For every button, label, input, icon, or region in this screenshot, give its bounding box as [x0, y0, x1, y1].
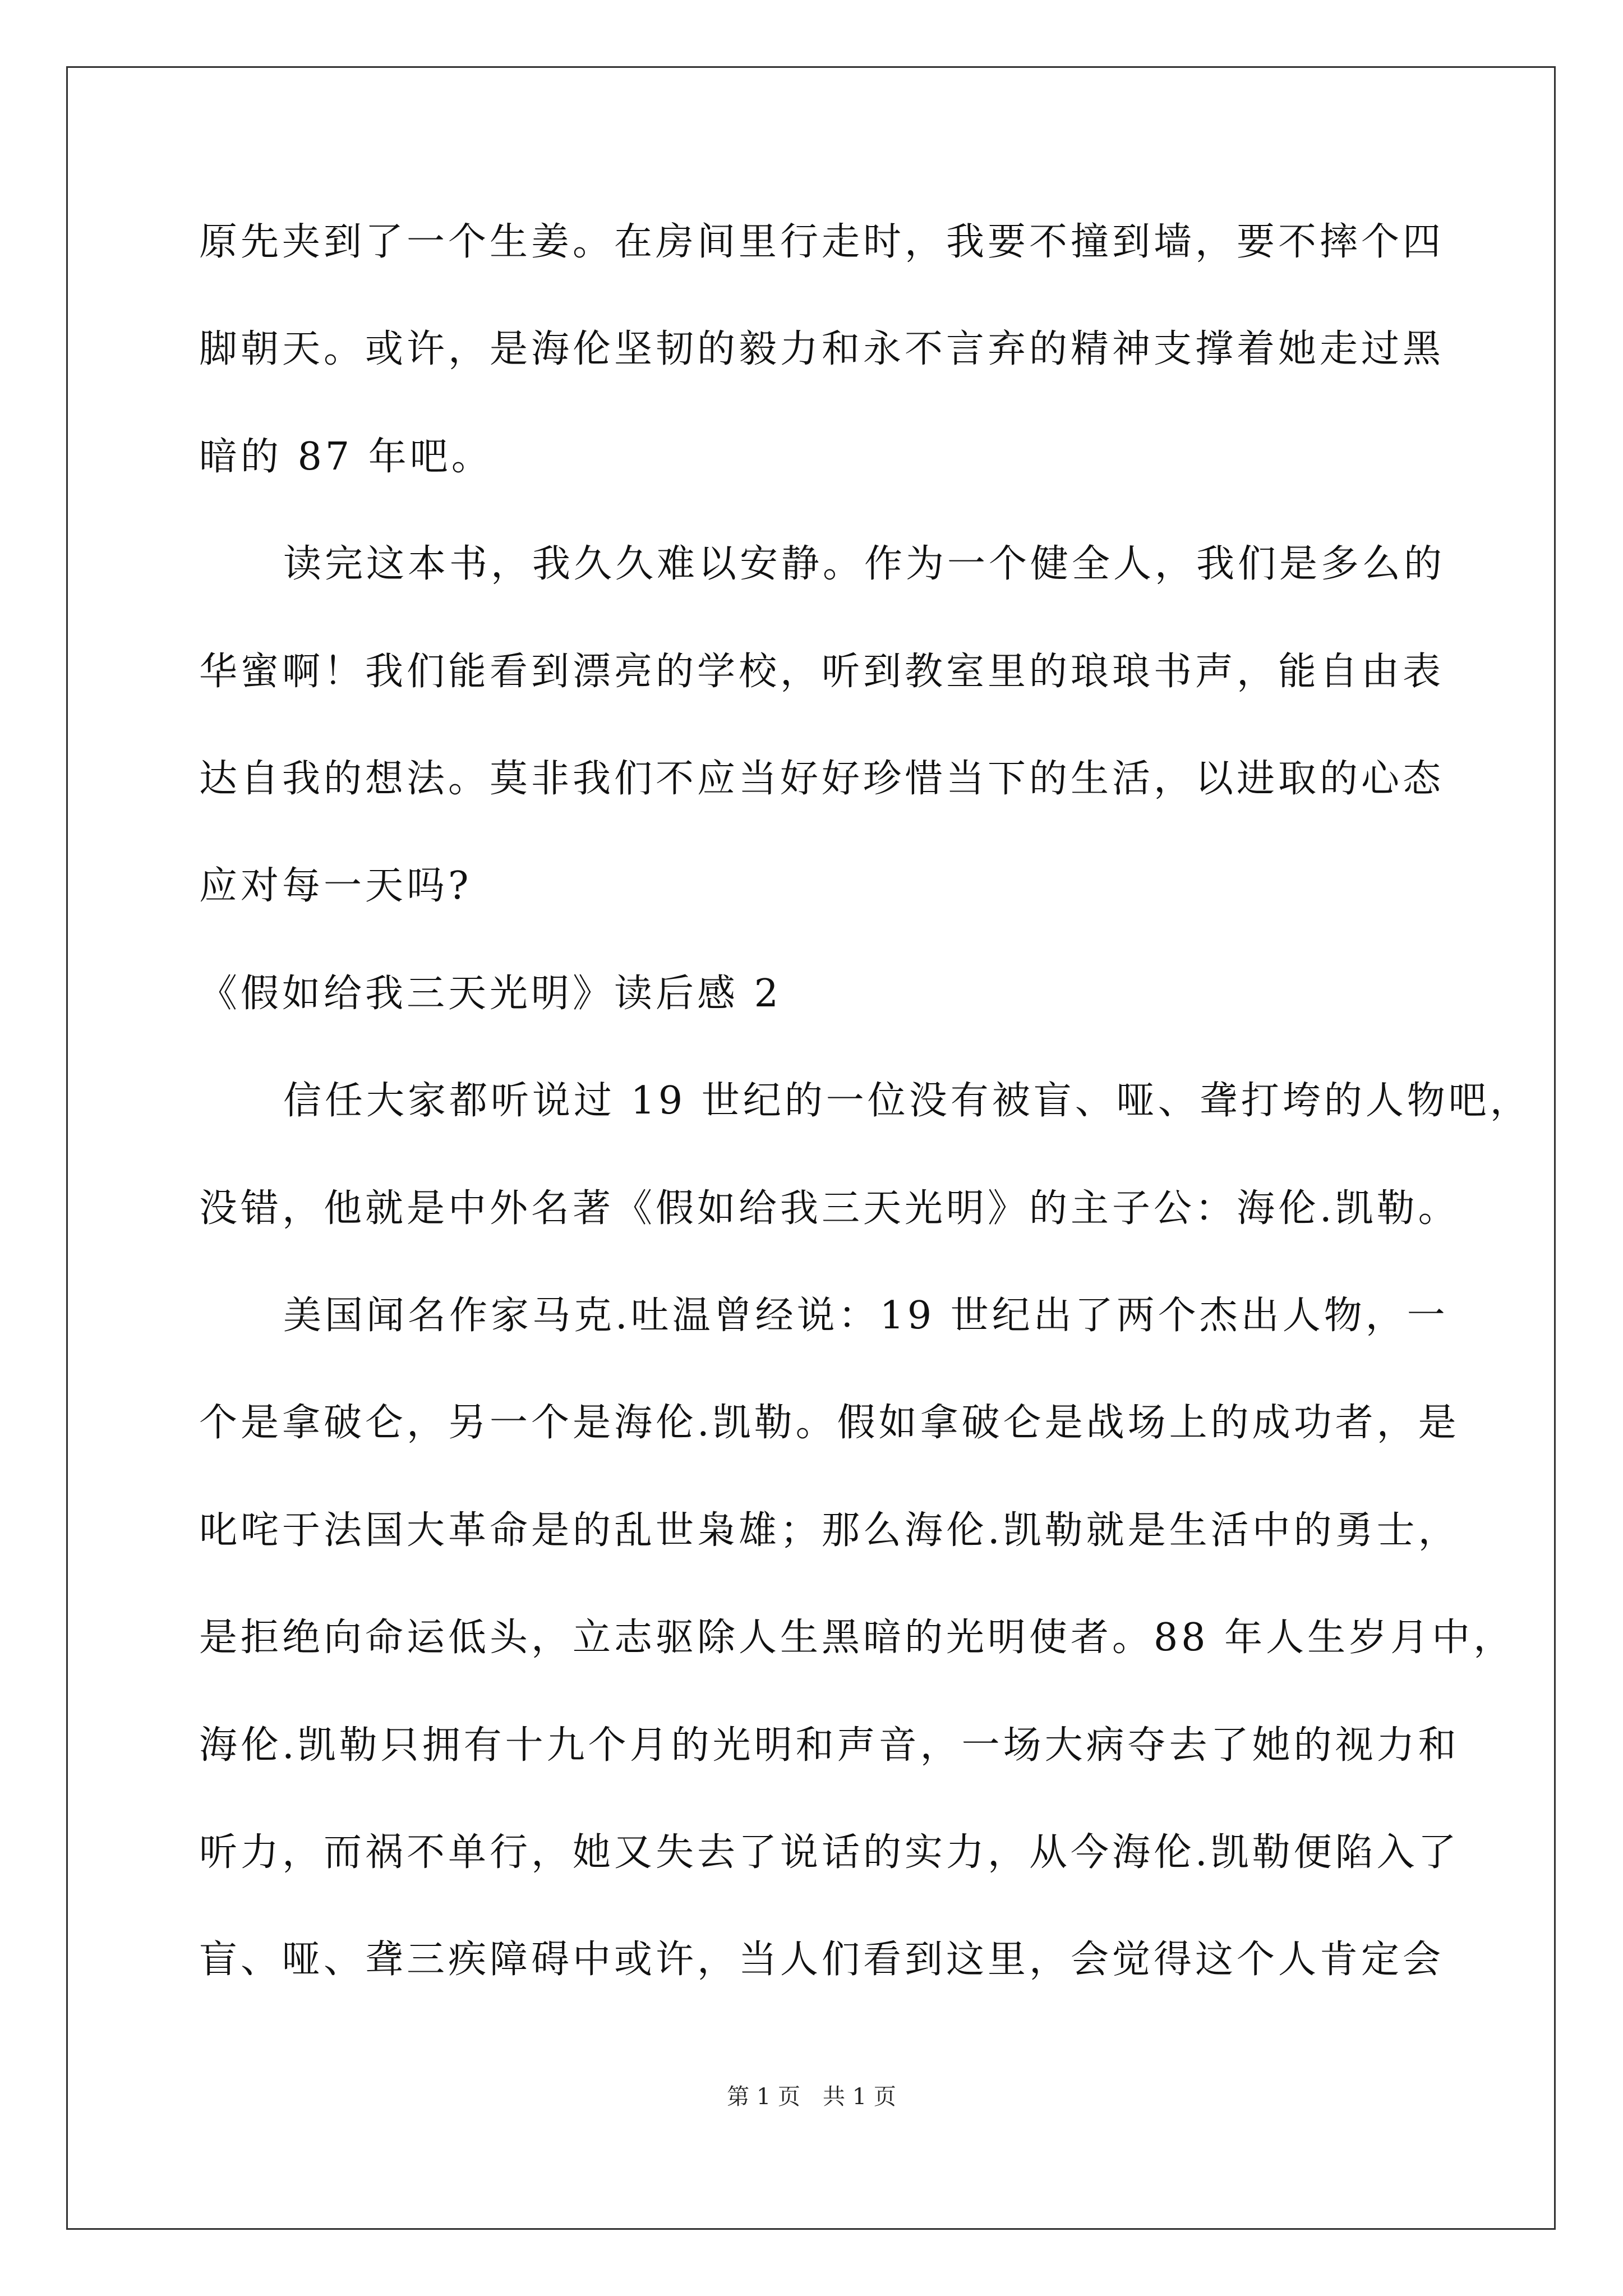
- text-line: 是拒绝向命运低头，立志驱除人生黑暗的光明使者。88 年人生岁月中，: [199, 1616, 1515, 1660]
- text-line: 美国闻名作家马克.吐温曾经说：19 世纪出了两个杰出人物，一: [283, 1294, 1449, 1338]
- page-border: [66, 66, 1556, 2230]
- text-line: 原先夹到了一个生姜。在房间里行走时，我要不撞到墙，要不摔个四: [199, 220, 1445, 264]
- text-line: 应对每一天吗?: [199, 864, 472, 908]
- text-line: 信任大家都听说过 19 世纪的一位没有被盲、哑、聋打垮的人物吧，: [283, 1079, 1532, 1123]
- section-heading: 《假如给我三天光明》读后感 2: [199, 972, 782, 1016]
- text-line: 读完这本书，我久久难以安静。作为一个健全人，我们是多么的: [283, 542, 1446, 586]
- text-line: 没错，他就是中外名著《假如给我三天光明》的主子公：海伦.凯勒。: [199, 1186, 1460, 1231]
- text-line: 脚朝天。或许，是海伦坚韧的毅力和永不言弃的精神支撑着她走过黑: [199, 327, 1445, 371]
- text-line: 华蜜啊！我们能看到漂亮的学校，听到教室里的琅琅书声，能自由表: [199, 650, 1445, 694]
- page-footer: 第 1 页 共 1 页: [727, 2084, 896, 2110]
- text-line: 个是拿破仑，另一个是海伦.凯勒。假如拿破仑是战场上的成功者，是: [199, 1401, 1460, 1445]
- text-line: 盲、哑、聋三疾障碍中或许，当人们看到这里，会觉得这个人肯定会: [199, 1938, 1445, 1982]
- text-line: 听力，而祸不单行，她又失去了说话的实力，从今海伦.凯勒便陷入了: [199, 1830, 1460, 1875]
- text-line: 达自我的想法。莫非我们不应当好好珍惜当下的生活，以进取的心态: [199, 757, 1445, 801]
- text-line: 叱咤于法国大革命是的乱世枭雄；那么海伦.凯勒就是生活中的勇士，: [199, 1508, 1460, 1553]
- text-line: 海伦.凯勒只拥有十九个月的光明和声音，一场大病夺去了她的视力和: [199, 1723, 1460, 1768]
- text-line: 暗的 87 年吧。: [199, 435, 493, 479]
